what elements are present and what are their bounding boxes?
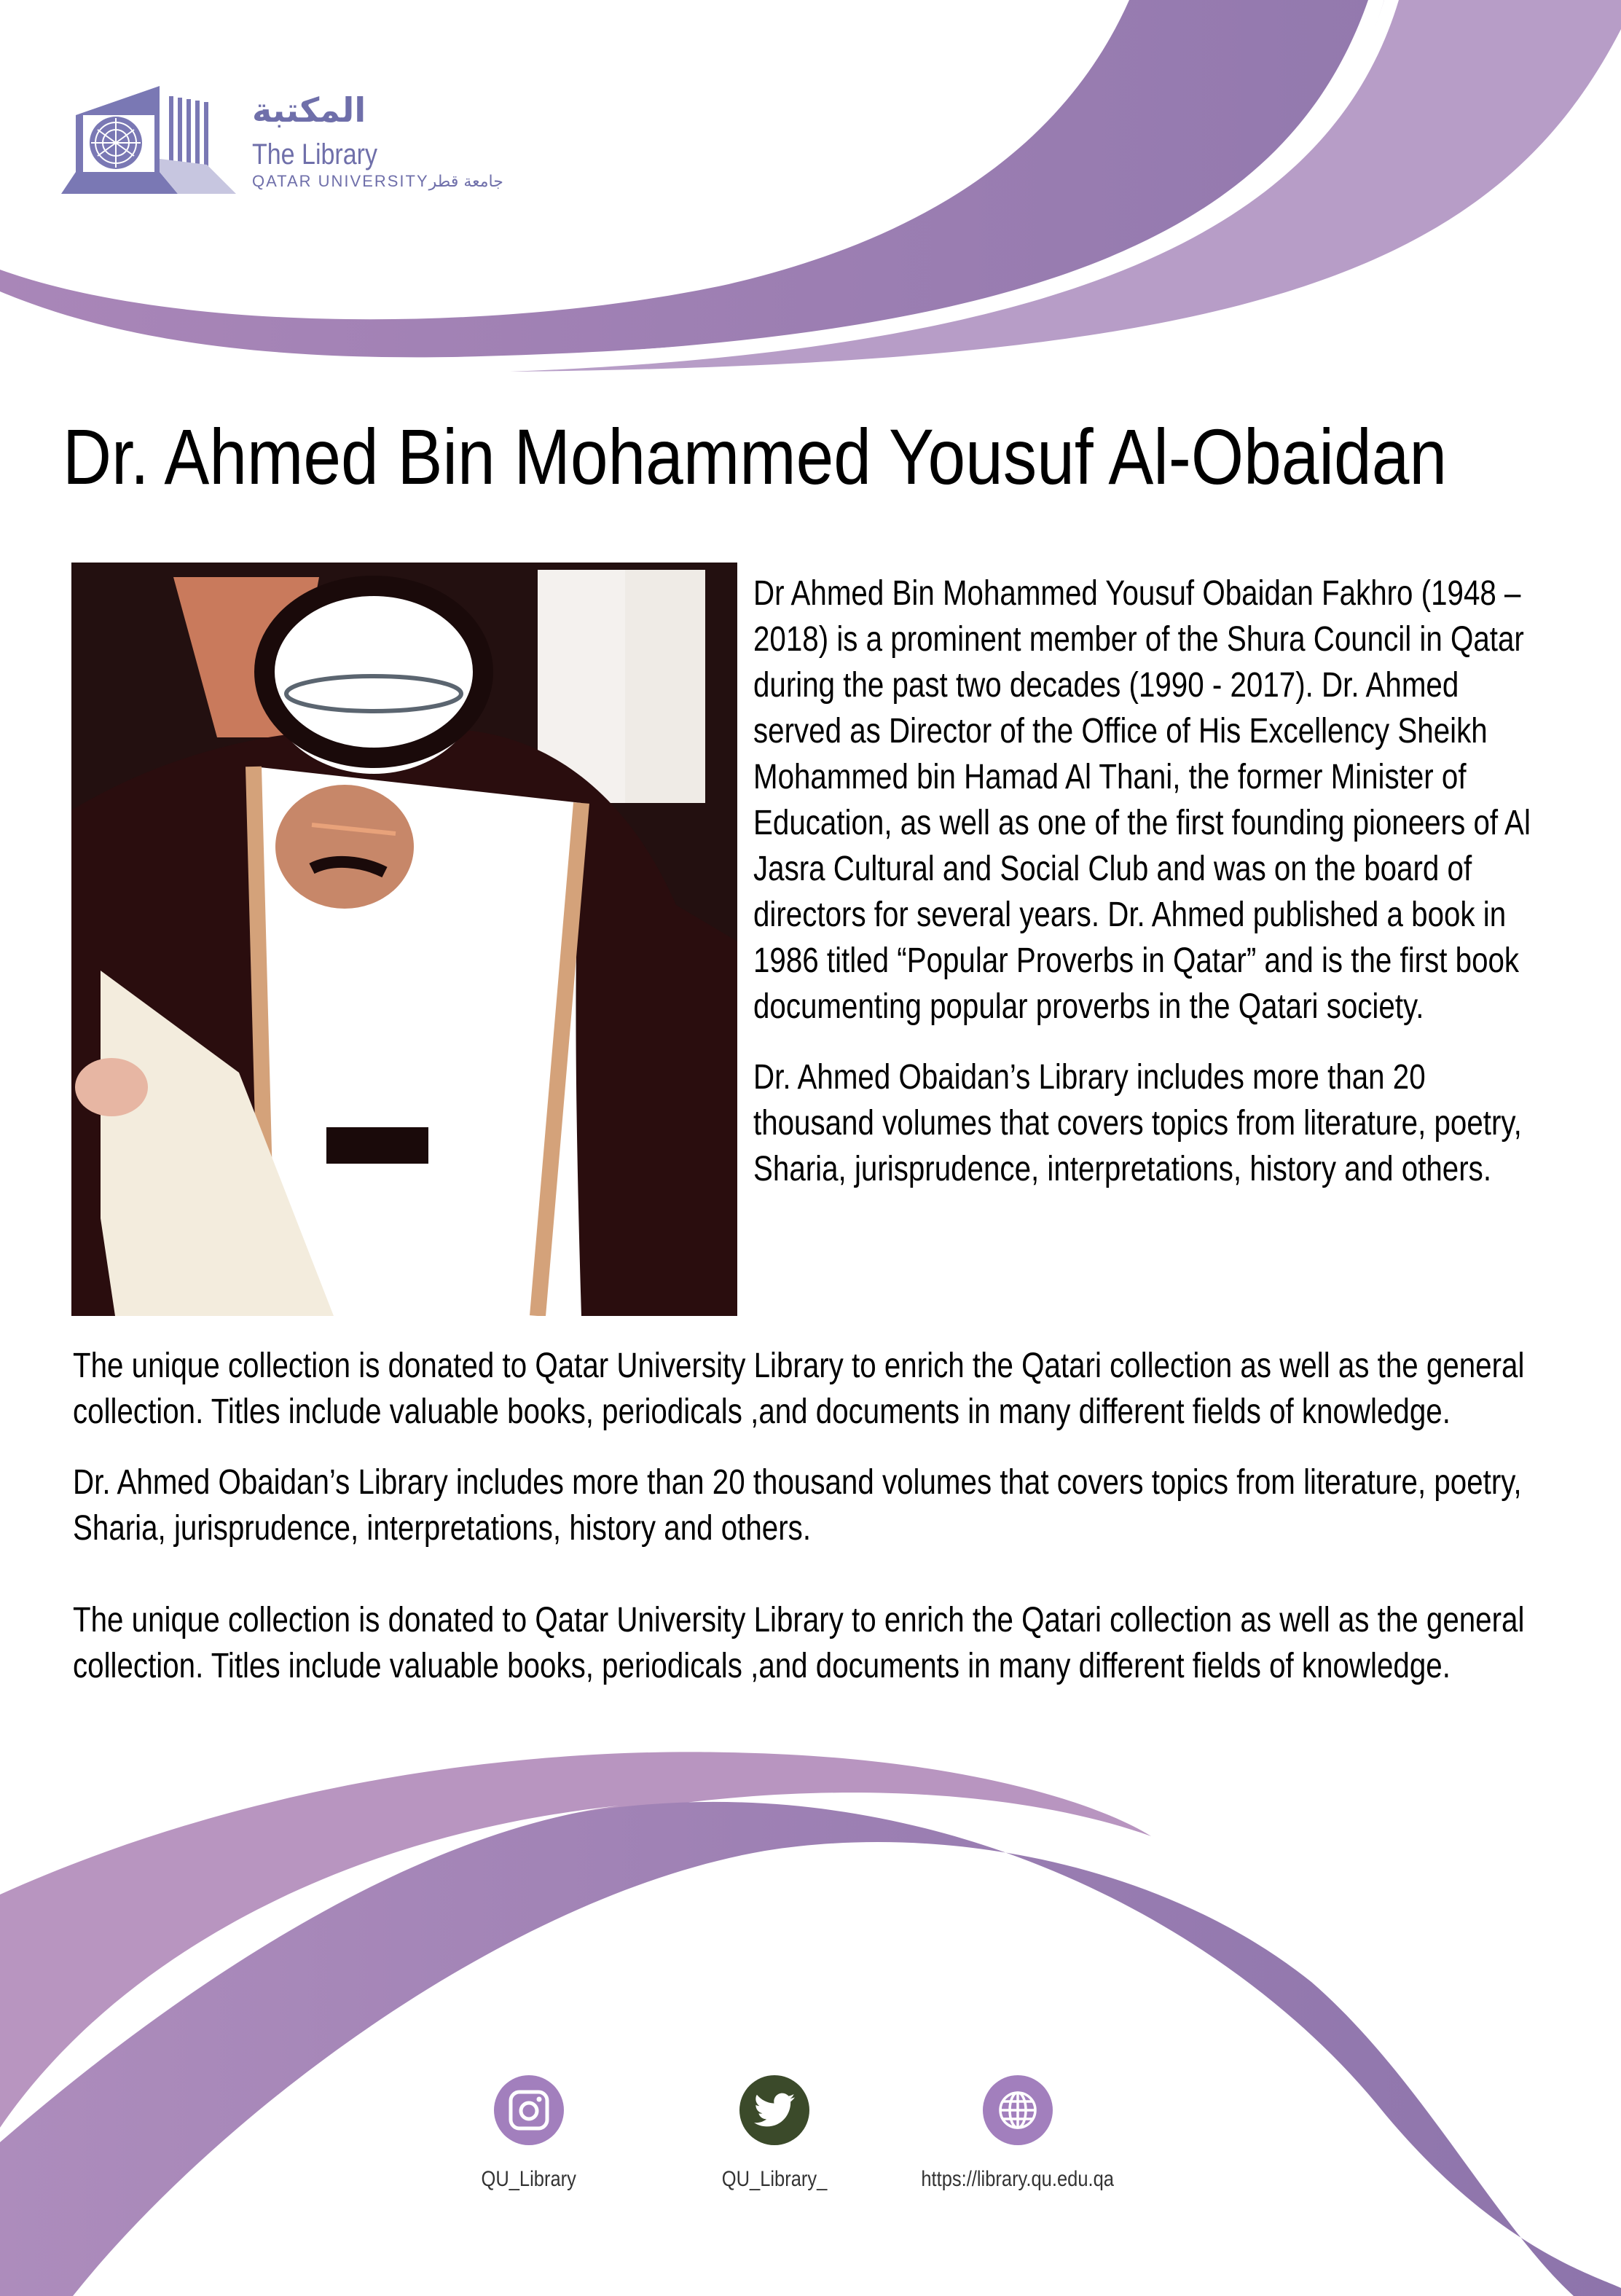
instagram-link[interactable] — [456, 2075, 602, 2192]
collection-paragraph-1: The unique collection is donated to Qatar University Library to enrich the Qatari collection as well as the general collection. Titles include valuable books, periodicals ,and documents in many different fields of knowledge. — [73, 1347, 1525, 1431]
bio-paragraph-1: Dr Ahmed Bin Mohammed Yousuf Obaidan Fakhro (1948 – 2018) is a prominent member of the Shura Council in Qatar during the past two decades (1990 - 2017). Dr. Ahmed served as Director of the Office of His Excellency Sheikh Mohammed bin Hamad Al Thani, the former Minister of Education, as well as one of the first founding pioneers of Al Jasra Cultural and Social Club and was on the board of directors for several years. Dr. Ahmed published a book in 1986 titled “Popular Proverbs in Qatar” and is the first book documenting popular proverbs in the Qatari society. — [753, 574, 1531, 1026]
collection-paragraph-3: The unique collection is donated to Qatar University Library to enrich the Qatari collection as well as the general collection. Titles include valuable books, periodicals ,and documents in many different fields of knowledge. — [73, 1601, 1525, 1685]
logo-university-ar: جامعة قطر — [428, 173, 503, 191]
website-url[interactable]: https://library.qu.edu.qa — [921, 2167, 1115, 2191]
globe-icon[interactable] — [983, 2075, 1053, 2145]
portrait-illustration — [71, 563, 737, 1316]
twitter-handle[interactable]: QU_Library_ — [721, 2167, 828, 2191]
logo-arabic-name: المكتبة — [252, 90, 366, 130]
instagram-icon[interactable] — [494, 2075, 564, 2145]
logo-university-en: QATAR UNIVERSITY — [252, 172, 429, 190]
website-link[interactable] — [894, 2075, 1142, 2192]
library-building-icon — [61, 86, 236, 194]
logo-university — [252, 173, 503, 190]
logo-english-name: The Library — [252, 138, 377, 171]
collection-paragraph-2: Dr. Ahmed Obaidan’s Library includes more than 20 thousand volumes that covers topics from literature, poetry, Sharia, jurisprudence, interpretations, history and others. — [73, 1463, 1522, 1548]
instagram-handle[interactable]: QU_Library — [481, 2167, 577, 2191]
library-logo — [61, 86, 557, 195]
bio-paragraph-2: Dr. Ahmed Obaidan’s Library includes more than 20 thousand volumes that covers topics from literature, poetry, Sharia, jurisprudence, interpretations, history and others. — [753, 1058, 1522, 1188]
twitter-link[interactable] — [702, 2075, 847, 2192]
portrait-photo — [71, 563, 737, 1316]
bio-full-width — [73, 1343, 1542, 1714]
bio-right-column — [753, 571, 1536, 1217]
page-title: Dr. Ahmed Bin Mohammed Yousuf Al-Obaidan — [63, 412, 1448, 501]
twitter-icon[interactable] — [739, 2075, 809, 2145]
